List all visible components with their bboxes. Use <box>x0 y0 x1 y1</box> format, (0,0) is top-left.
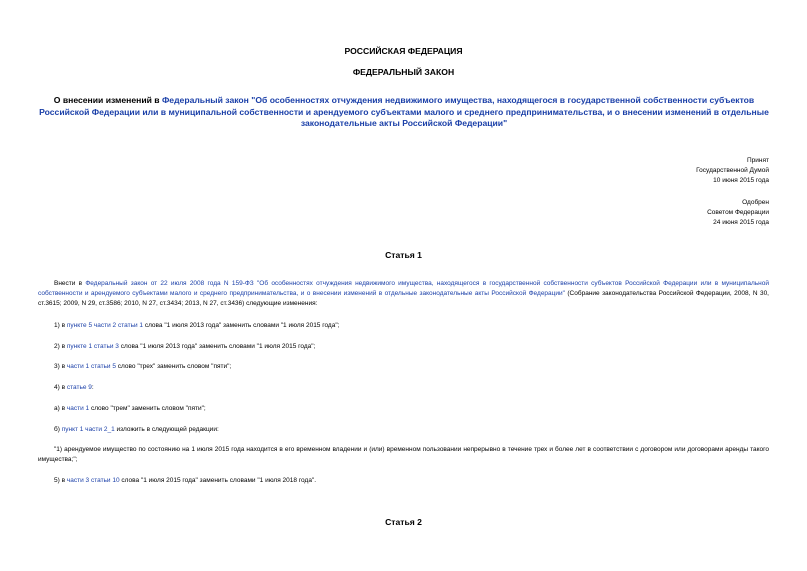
country-heading: РОССИЙСКАЯ ФЕДЕРАЦИЯ <box>344 46 463 56</box>
item-4b-link[interactable]: пункт 1 части 2_1 <box>61 426 115 433</box>
intro-law-link[interactable]: Федеральный закон от 22 июля 2008 года N 159-ФЗ "Об особенностях отчуждения недвижимого имущества, находящегося в государственной собственности субъектов Российской Федерации или в муниципальной собственности и арендуемого субъектами малого и среднего предпринимательства, и о внесении изменений в отдельные законодательные акты Российской Федерации" <box>38 280 769 298</box>
intro-prefix: Внести в <box>54 280 86 287</box>
item-4b-text: изложить в следующей редакции: <box>114 426 219 433</box>
item-4-text: : <box>91 384 94 391</box>
adoption-line-1: Принят <box>746 157 769 164</box>
approval-line-3: 24 июня 2015 года <box>713 219 769 227</box>
item-1-text: слова "1 июля 2013 года" заменить словами "1 июля 2015 года"; <box>143 322 340 329</box>
list-item-4 <box>54 383 769 393</box>
title-law-link[interactable]: Федеральный закон "Об особенностях отчуждения недвижимого имущества, находящегося в государственной собственности субъектов Российской Федерации или в муниципальной собственности и арендуемого субъектами малого и среднего предпринимательства, и о внесении изменений в отдельные законодательные акты Российской Федерации" <box>39 95 769 129</box>
article-1-heading: Статья 1 <box>385 250 422 260</box>
adoption-line-3: 10 июня 2015 года <box>713 177 769 185</box>
list-item-3 <box>54 362 769 372</box>
article-1-intro <box>38 279 769 310</box>
item-3-text: слово "трех" заменить словом "пяти"; <box>116 363 232 370</box>
item-4b-prefix: б) <box>54 426 62 433</box>
adoption-block <box>696 156 769 187</box>
title-prefix: О внесении изменений в <box>53 95 162 105</box>
quoted-provision: "1) арендуемое имущество по состоянию на 1 июля 2015 года находится в его временном владении и (или) временном пользовании непрерывно в течение трех и более лет в соответствии с договором или договорами аренды такого имущества;"; <box>38 446 769 464</box>
intro-suffix: (Собрание законодательства Российской Федерации, 2008, N 30, ст.3615; 2009, N 29, ст.3586; 2010, N 27, ст.3434; 2013, N 27, ст.3436) следующие изменения: <box>38 290 769 308</box>
item-4-prefix: 4) в <box>54 384 67 391</box>
item-3-link[interactable]: части 1 статьи 5 <box>66 363 116 370</box>
item-4-link[interactable]: статье 9 <box>66 384 92 391</box>
item-4a-link[interactable]: части 1 <box>66 405 90 412</box>
item-5-link[interactable]: части 3 статьи 10 <box>66 477 120 484</box>
item-4a-text: слово "трем" заменить словом "пяти"; <box>89 405 206 412</box>
item-1-prefix: 1) в <box>54 322 67 329</box>
list-item-5 <box>54 476 769 486</box>
item-2-link[interactable]: пункте 1 статьи 3 <box>66 343 119 350</box>
item-4a-prefix: а) в <box>54 405 67 412</box>
list-item-4b <box>54 425 769 435</box>
item-1-link[interactable]: пункте 5 части 2 статьи 1 <box>66 322 144 329</box>
list-item-1 <box>54 321 769 331</box>
doc-type-heading: ФЕДЕРАЛЬНЫЙ ЗАКОН <box>352 67 455 77</box>
item-5-prefix: 5) в <box>54 477 67 484</box>
approval-line-1: Одобрен <box>742 199 769 206</box>
approval-block <box>707 198 769 229</box>
adoption-line-2: Государственной Думой <box>696 167 769 175</box>
list-item-4a <box>54 404 769 414</box>
approval-line-2: Советом Федерации <box>707 209 769 217</box>
item-3-prefix: 3) в <box>54 363 67 370</box>
item-5-text: слова "1 июля 2015 года" заменить словами "1 июля 2018 года". <box>119 477 317 484</box>
law-title <box>34 95 774 130</box>
list-item-2 <box>54 342 769 352</box>
item-2-prefix: 2) в <box>54 343 67 350</box>
item-2-text: слова "1 июля 2013 года" заменить словами "1 июля 2015 года"; <box>118 343 316 350</box>
article-2-heading: Статья 2 <box>385 517 422 527</box>
